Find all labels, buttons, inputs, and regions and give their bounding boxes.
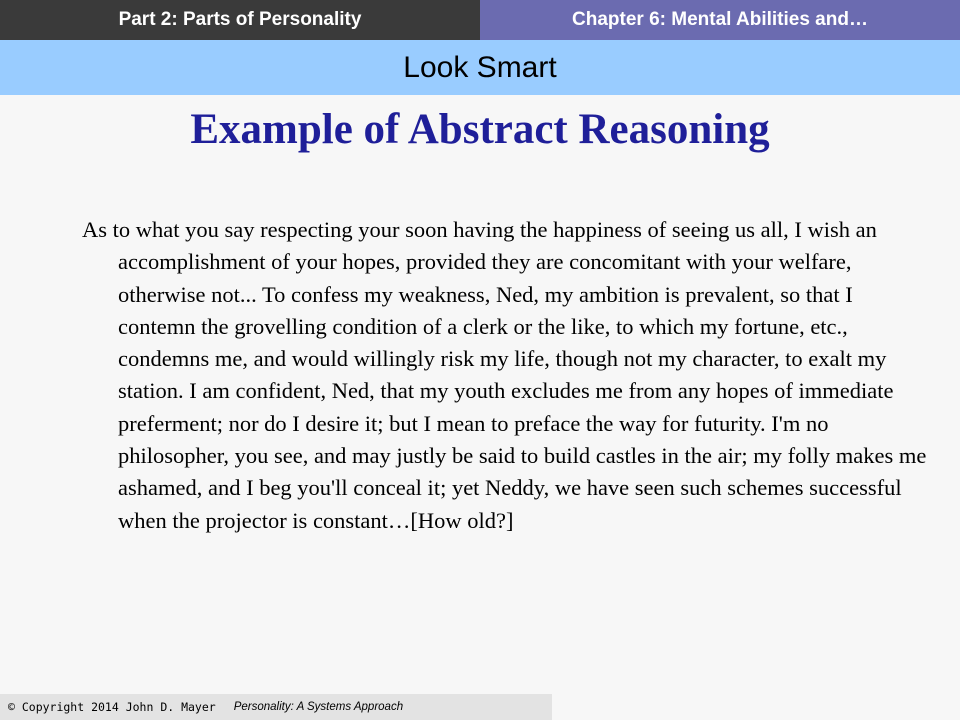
chapter-label: Chapter 6: Mental Abilities and… (480, 0, 960, 40)
quote-body: As to what you say respecting your soon having the happiness of seeing us all, I wish an accomplishment of your hopes, provided they are concomitant with your welfare, otherwise not... To confess my weakness, Ned, my ambition is prevalent, so that I contemn the grovelling condition of a clerk or the like, to which my fortune, etc., condemns me, and would willingly risk my life, though not my character, to exalt my station. I am confident, Ned, that my youth excludes me from any hopes of immediate preferment; nor do I desire it; but I mean to preface the way for futurity. I'm no philosopher, you see, and may justly be said to build castles in the air; my folly makes me ashamed, and I beg you'll conceal it; yet Neddy, we have seen such schemes successful when the projector is constant…[How old?] (82, 217, 927, 533)
part-label: Part 2: Parts of Personality (0, 0, 480, 40)
copyright-text: © Copyright 2014 John D. Mayer (8, 700, 216, 714)
top-header-bar (0, 0, 960, 40)
slide-title: Example of Abstract Reasoning (190, 106, 770, 153)
section-title: Look Smart (0, 40, 960, 95)
book-title: Personality: A Systems Approach (233, 701, 404, 713)
footer-bar (0, 694, 552, 720)
